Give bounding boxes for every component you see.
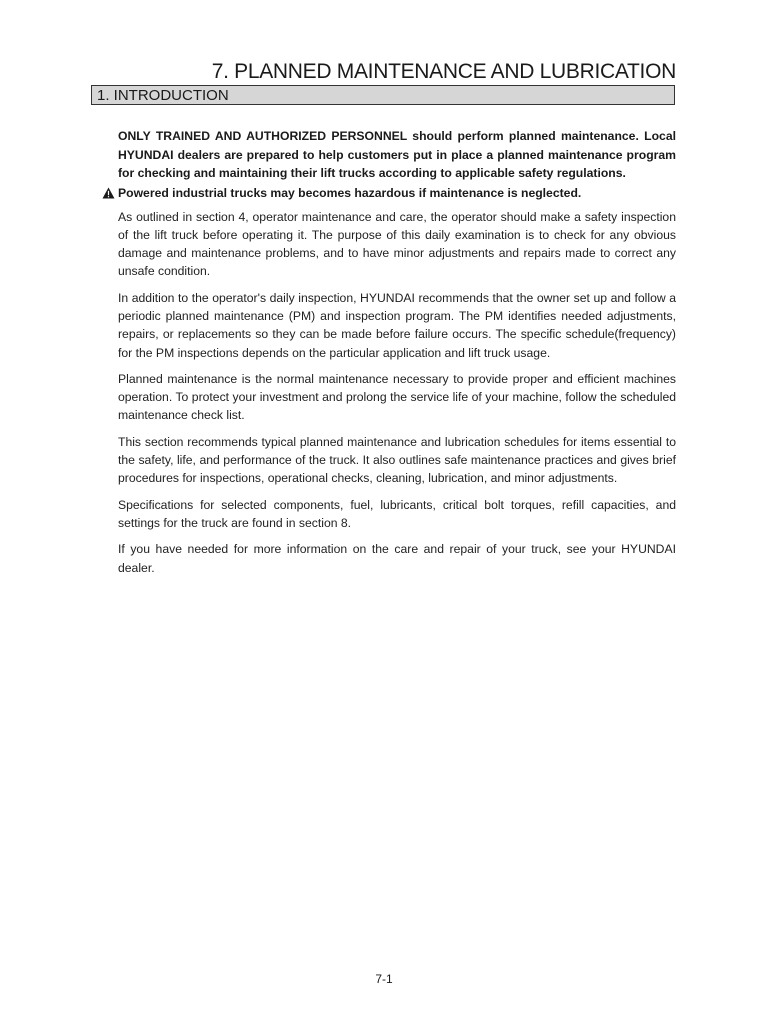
section-header-bar (91, 85, 675, 105)
warning-triangle-icon (102, 187, 115, 199)
intro-notice: ONLY TRAINED AND AUTHORIZED PERSONNEL should perform planned maintenance. Local HYUNDAI dealers are prepared to help customers put in place a planned maintenance program for checking and maintaining their lift trucks according to applicable safety regulations. (118, 129, 676, 180)
warning-notice (118, 184, 676, 202)
paragraph-daily-inspection: As outlined in section 4, operator maintenance and care, the operator should make a safety inspection of the lift truck before operating it. The purpose of this daily examination is to check for any obvious damage and maintenance problems, and to have minor adjustments and repairs made to correct any unsafe condition. (118, 209, 676, 279)
paragraph-section-overview: This section recommends typical planned maintenance and lubrication schedules for items essential to the safety, life, and performance of the truck. It also outlines safe maintenance practices and gives brief procedures for inspections, operational checks, cleaning, lubrication, and minor adjustments. (118, 434, 676, 486)
paragraph-dealer-contact: If you have needed for more information on the care and repair of your truck, see your HYUNDAI dealer. (118, 542, 676, 575)
page-number: 7-1 (375, 972, 393, 986)
page-content (118, 127, 676, 585)
paragraph-planned-maintenance-program: In addition to the operator's daily inspection, HYUNDAI recommends that the owner set up and follow a periodic planned maintenance (PM) and inspection program. The PM identifies needed adjustments, repairs, or replacements so they can be made before failure occurs. The specific schedule(frequency) for the PM inspections depends on the particular application and lift truck usage. (118, 290, 676, 360)
warning-text: Powered industrial trucks may becomes hazardous if maintenance is neglected. (118, 185, 582, 200)
section-title: 1. INTRODUCTION (97, 87, 229, 104)
paragraph-specifications: Specifications for selected components, fuel, lubricants, critical bolt torques, refill capacities, and settings for the truck are found in section 8. (118, 497, 676, 530)
chapter-title: 7. PLANNED MAINTENANCE AND LUBRICATION (211, 60, 676, 83)
paragraph-planned-maintenance-definition: Planned maintenance is the normal maintenance necessary to provide proper and efficient machines operation. To protect your investment and prolong the service life of your machine, follow the scheduled maintenance check list. (118, 371, 676, 423)
